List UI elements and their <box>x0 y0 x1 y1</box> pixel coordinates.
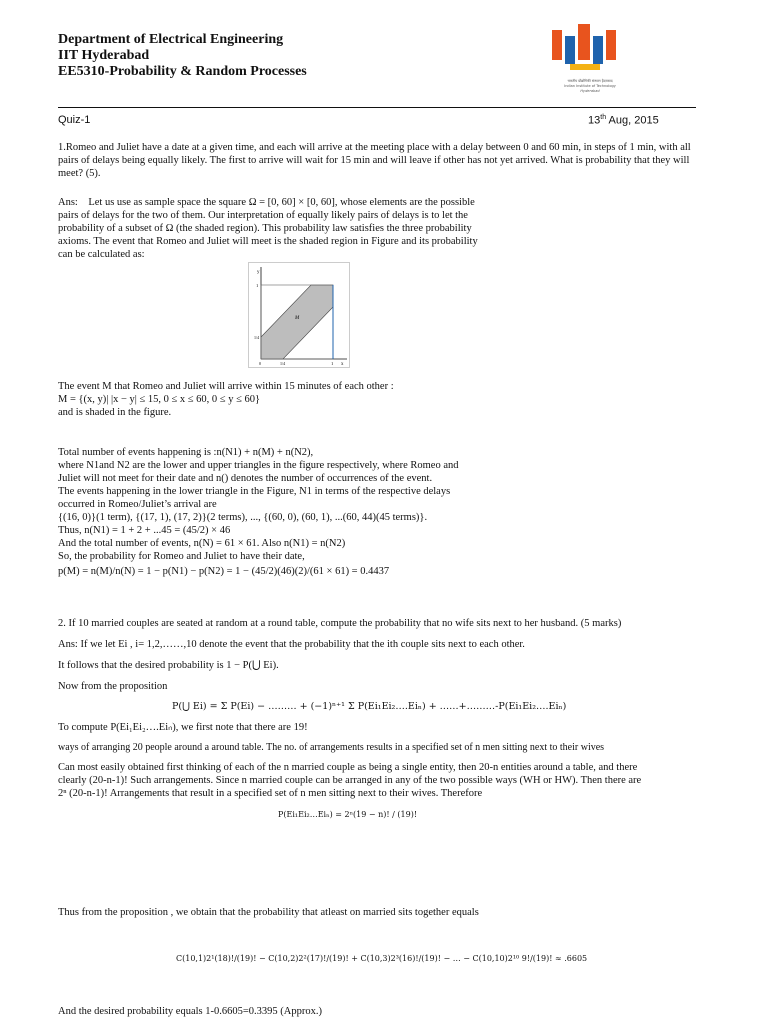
logo-english-name: Indian Institute of Technology <box>564 84 616 88</box>
probability-result: p(M) = n(M)/n(N) = 1 − p(N1) − p(N2) = 1 − (45/2)(46)(2)/(61 × 61) = 0.4437 <box>58 566 390 577</box>
inclusion-exclusion-formula: P(⋃ Ei) = Σ P(Ei) − ……… + (−1)ⁿ⁺¹ Σ P(Ei₁Ei₂….Eiₙ) + ……+………-P(Ei₁Ei₂….Eiₙ) <box>172 701 567 712</box>
final-answer: And the desired probability equals 1-0.6605=0.3395 (Approx.) <box>58 1006 322 1017</box>
q1-answer-line-2: pairs of delays for the two of them. Our interpretation of equally likely pairs of delays is to let the <box>58 210 468 221</box>
total-line-3: Juliet will not meet for their date and n() denotes the number of occurrences of the event. <box>58 473 433 484</box>
question-1-text: 1.Romeo and Juliet have a date at a given time, and each will arrive at the meeting place with a delay between 0 and 60 min, in steps of 1 min, with all pairs of delays being equally likely. The first to arrive will wait for 15 min and will leave if other has not yet arrived. What is probability that they will meet? (5). <box>58 142 691 179</box>
q2-can-line-2: clearly (20-n-1)! Such arrangements. Since n married couple can be arranged in any of the two possible ways (WH or HW). Then there are <box>58 775 642 786</box>
iith-logo <box>540 22 640 98</box>
event-m-line-2: M = {(x, y)| |x − y| ≤ 15, 0 ≤ x ≤ 60, 0 ≤ y ≤ 60} <box>58 394 260 405</box>
total-line-4: The events happening in the lower triangle in the Figure, N1 in terms of the respective delays <box>58 486 451 497</box>
quiz-date: 13th Aug, 2015 <box>588 114 659 127</box>
logo-city: Hyderabad <box>580 89 600 93</box>
q1-answer-line-3: probability of a subset of Ω (the shaded region). This probability law satisfies the three probability <box>58 223 472 234</box>
event-m-line-1: The event M that Romeo and Juliet will arrive within 15 minutes of each other : <box>58 381 394 392</box>
fig-quarter-x: 1/4 <box>280 361 286 366</box>
header-divider <box>58 107 696 108</box>
quiz-title: Quiz-1 <box>58 114 91 126</box>
total-line-6: {(16, 0)}(1 term), {(17, 1), (17, 2)}(2 terms), ..., {(60, 0), (60, 1), ...(60, 44)(45 terms)}. <box>58 512 428 523</box>
q1-answer-line-1: Ans: Let us use as sample space the square Ω = [0, 60] × [0, 60], whose elements are the possible <box>58 197 475 208</box>
shaded-region-m <box>261 285 333 359</box>
fig-y-label: y <box>257 270 260 275</box>
q2-now-line: Now from the proposition <box>58 681 168 692</box>
fig-x-label: x <box>341 362 344 367</box>
fig-region-m: M <box>295 316 300 321</box>
total-line-2: where N1and N2 are the lower and upper triangles in the figure respectively, where Romeo and <box>58 460 459 471</box>
q2-ways-line: ways of arranging 20 people around a around table. The no. of arrangements results in a specified set of n men sitting next to their wives <box>58 742 605 753</box>
arrangement-probability-formula: P(Ei₁Ei₂…Eiₙ) = 2ⁿ(19 − n)! / (19)! <box>278 810 418 819</box>
question-2-text: 2. If 10 married couples are seated at random at a round table, compute the probability that no wife sits next to her husband. (5 marks) <box>58 618 622 629</box>
q2-can-line-3: 2ⁿ (20-n-1)! Arrangements that result in a specified set of n men sitting next to their wives. Therefore <box>58 788 483 799</box>
q2-answer-line: Ans: If we let Ei , i= 1,2,……,10 denote the event that the probability that the ith couple sits next to each other. <box>58 639 525 650</box>
fig-quarter-y: 1/4 <box>254 335 260 340</box>
course-heading: EE5310-Probability & Random Processes <box>58 64 307 79</box>
q2-follows-line: It follows that the desired probability is 1 − P(⋃ Ei). <box>58 660 279 671</box>
meeting-region-figure <box>248 262 350 368</box>
total-line-7: Thus, n(N1) = 1 + 2 + ...45 = (45/2) × 46 <box>58 525 231 536</box>
total-line-8: And the total number of events, n(N) = 61 × 61. Also n(N1) = n(N2) <box>58 538 346 549</box>
iith-logo-mark <box>540 22 640 74</box>
q2-thus-line: Thus from the proposition , we obtain that the probability that atleast on married sits together equals <box>58 907 479 918</box>
q1-answer-line-4: axioms. The event that Romeo and Juliet will meet is the shaded region in Figure and its probability <box>58 236 478 247</box>
total-line-1: Total number of events happening is :n(N1) + n(M) + n(N2), <box>58 447 314 458</box>
event-m-line-3: and is shaded in the figure. <box>58 407 172 418</box>
fig-one-y: 1 <box>256 283 259 288</box>
q2-can-line-1: Can most easily obtained first thinking of each of the n married couple as being a single entity, then 20-n entities around a table, and there <box>58 762 638 773</box>
logo-hindi-name: भारतीय प्रौद्योगिकी संस्थान हैदराबाद <box>567 79 613 83</box>
fig-one-x: 1 <box>331 361 334 366</box>
total-line-9: So, the probability for Romeo and Juliet to have their date, <box>58 551 305 562</box>
q1-answer-line-5: can be calculated as: <box>58 249 145 260</box>
q2-compute-line: To compute P(Ei₁Ei₂….Eiₙ), we first note that there are 19! <box>58 722 308 733</box>
department-heading: Department of Electrical Engineering <box>58 32 284 47</box>
alternating-sum-formula: C(10,1)2¹(18)!/(19)! − C(10,2)2²(17)!/(19)! + C(10,3)2³(16)!/(19)! − … − C(10,10)2¹⁰ 9!/(19)! ≈ .6605 <box>176 954 588 963</box>
total-line-5: occurred in Romeo/Juliet’s arrival are <box>58 499 217 510</box>
fig-zero: 0 <box>259 361 261 366</box>
institute-heading: IIT Hyderabad <box>58 48 150 63</box>
